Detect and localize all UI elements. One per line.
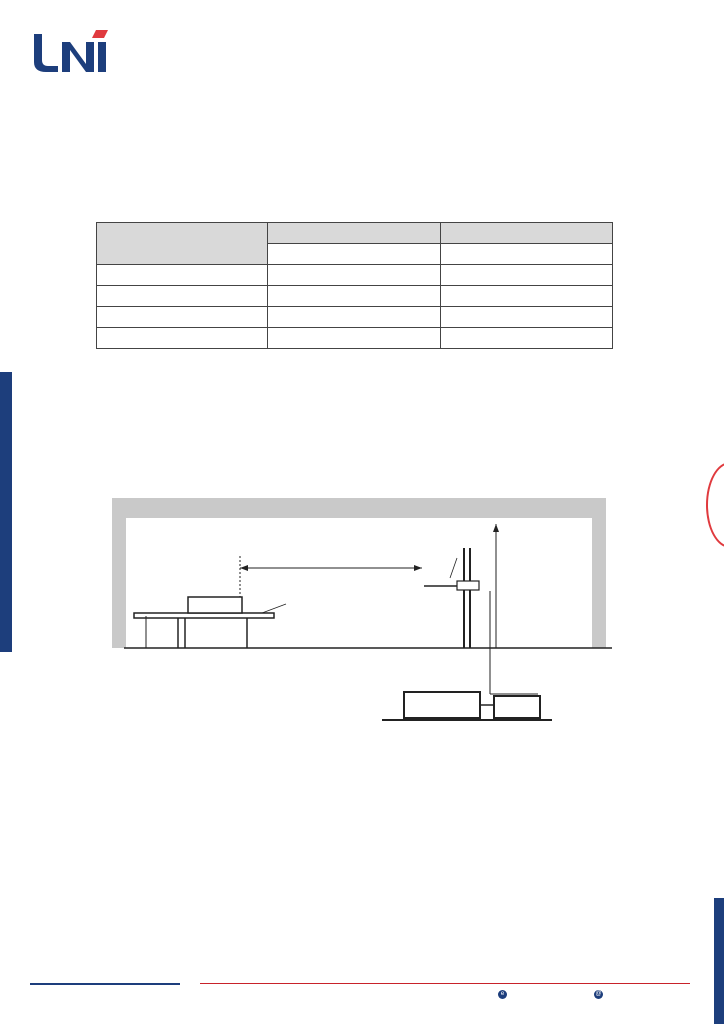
class-b-cell xyxy=(440,307,613,328)
footer-divider xyxy=(30,983,180,985)
table-row xyxy=(97,328,613,349)
table-row xyxy=(97,286,613,307)
website-link[interactable] xyxy=(498,990,510,999)
globe-icon: e xyxy=(498,990,507,999)
freq-cell xyxy=(97,307,268,328)
table-row xyxy=(97,265,613,286)
test-setup-diagram xyxy=(112,496,622,728)
frequency-header xyxy=(97,223,268,265)
class-a-cell xyxy=(268,307,441,328)
email-link[interactable] xyxy=(594,990,606,999)
class-b-cell xyxy=(440,328,613,349)
seal-stamp-edge xyxy=(706,462,724,548)
footer-divider-red xyxy=(200,983,690,984)
class-a-unit xyxy=(268,244,441,265)
freq-cell xyxy=(97,265,268,286)
limits-table xyxy=(96,222,613,349)
company-logo xyxy=(30,28,112,76)
class-a-cell xyxy=(268,286,441,307)
freq-cell xyxy=(97,286,268,307)
class-b-cell xyxy=(440,286,613,307)
class-a-cell xyxy=(268,265,441,286)
class-b-unit xyxy=(440,244,613,265)
left-accent-bar xyxy=(0,372,12,652)
table-row xyxy=(97,307,613,328)
class-b-header xyxy=(440,223,613,244)
class-a-cell xyxy=(268,328,441,349)
class-b-cell xyxy=(440,265,613,286)
mail-icon: @ xyxy=(595,991,602,998)
class-a-header xyxy=(268,223,441,244)
freq-cell xyxy=(97,328,268,349)
right-accent-bar xyxy=(714,898,724,1024)
